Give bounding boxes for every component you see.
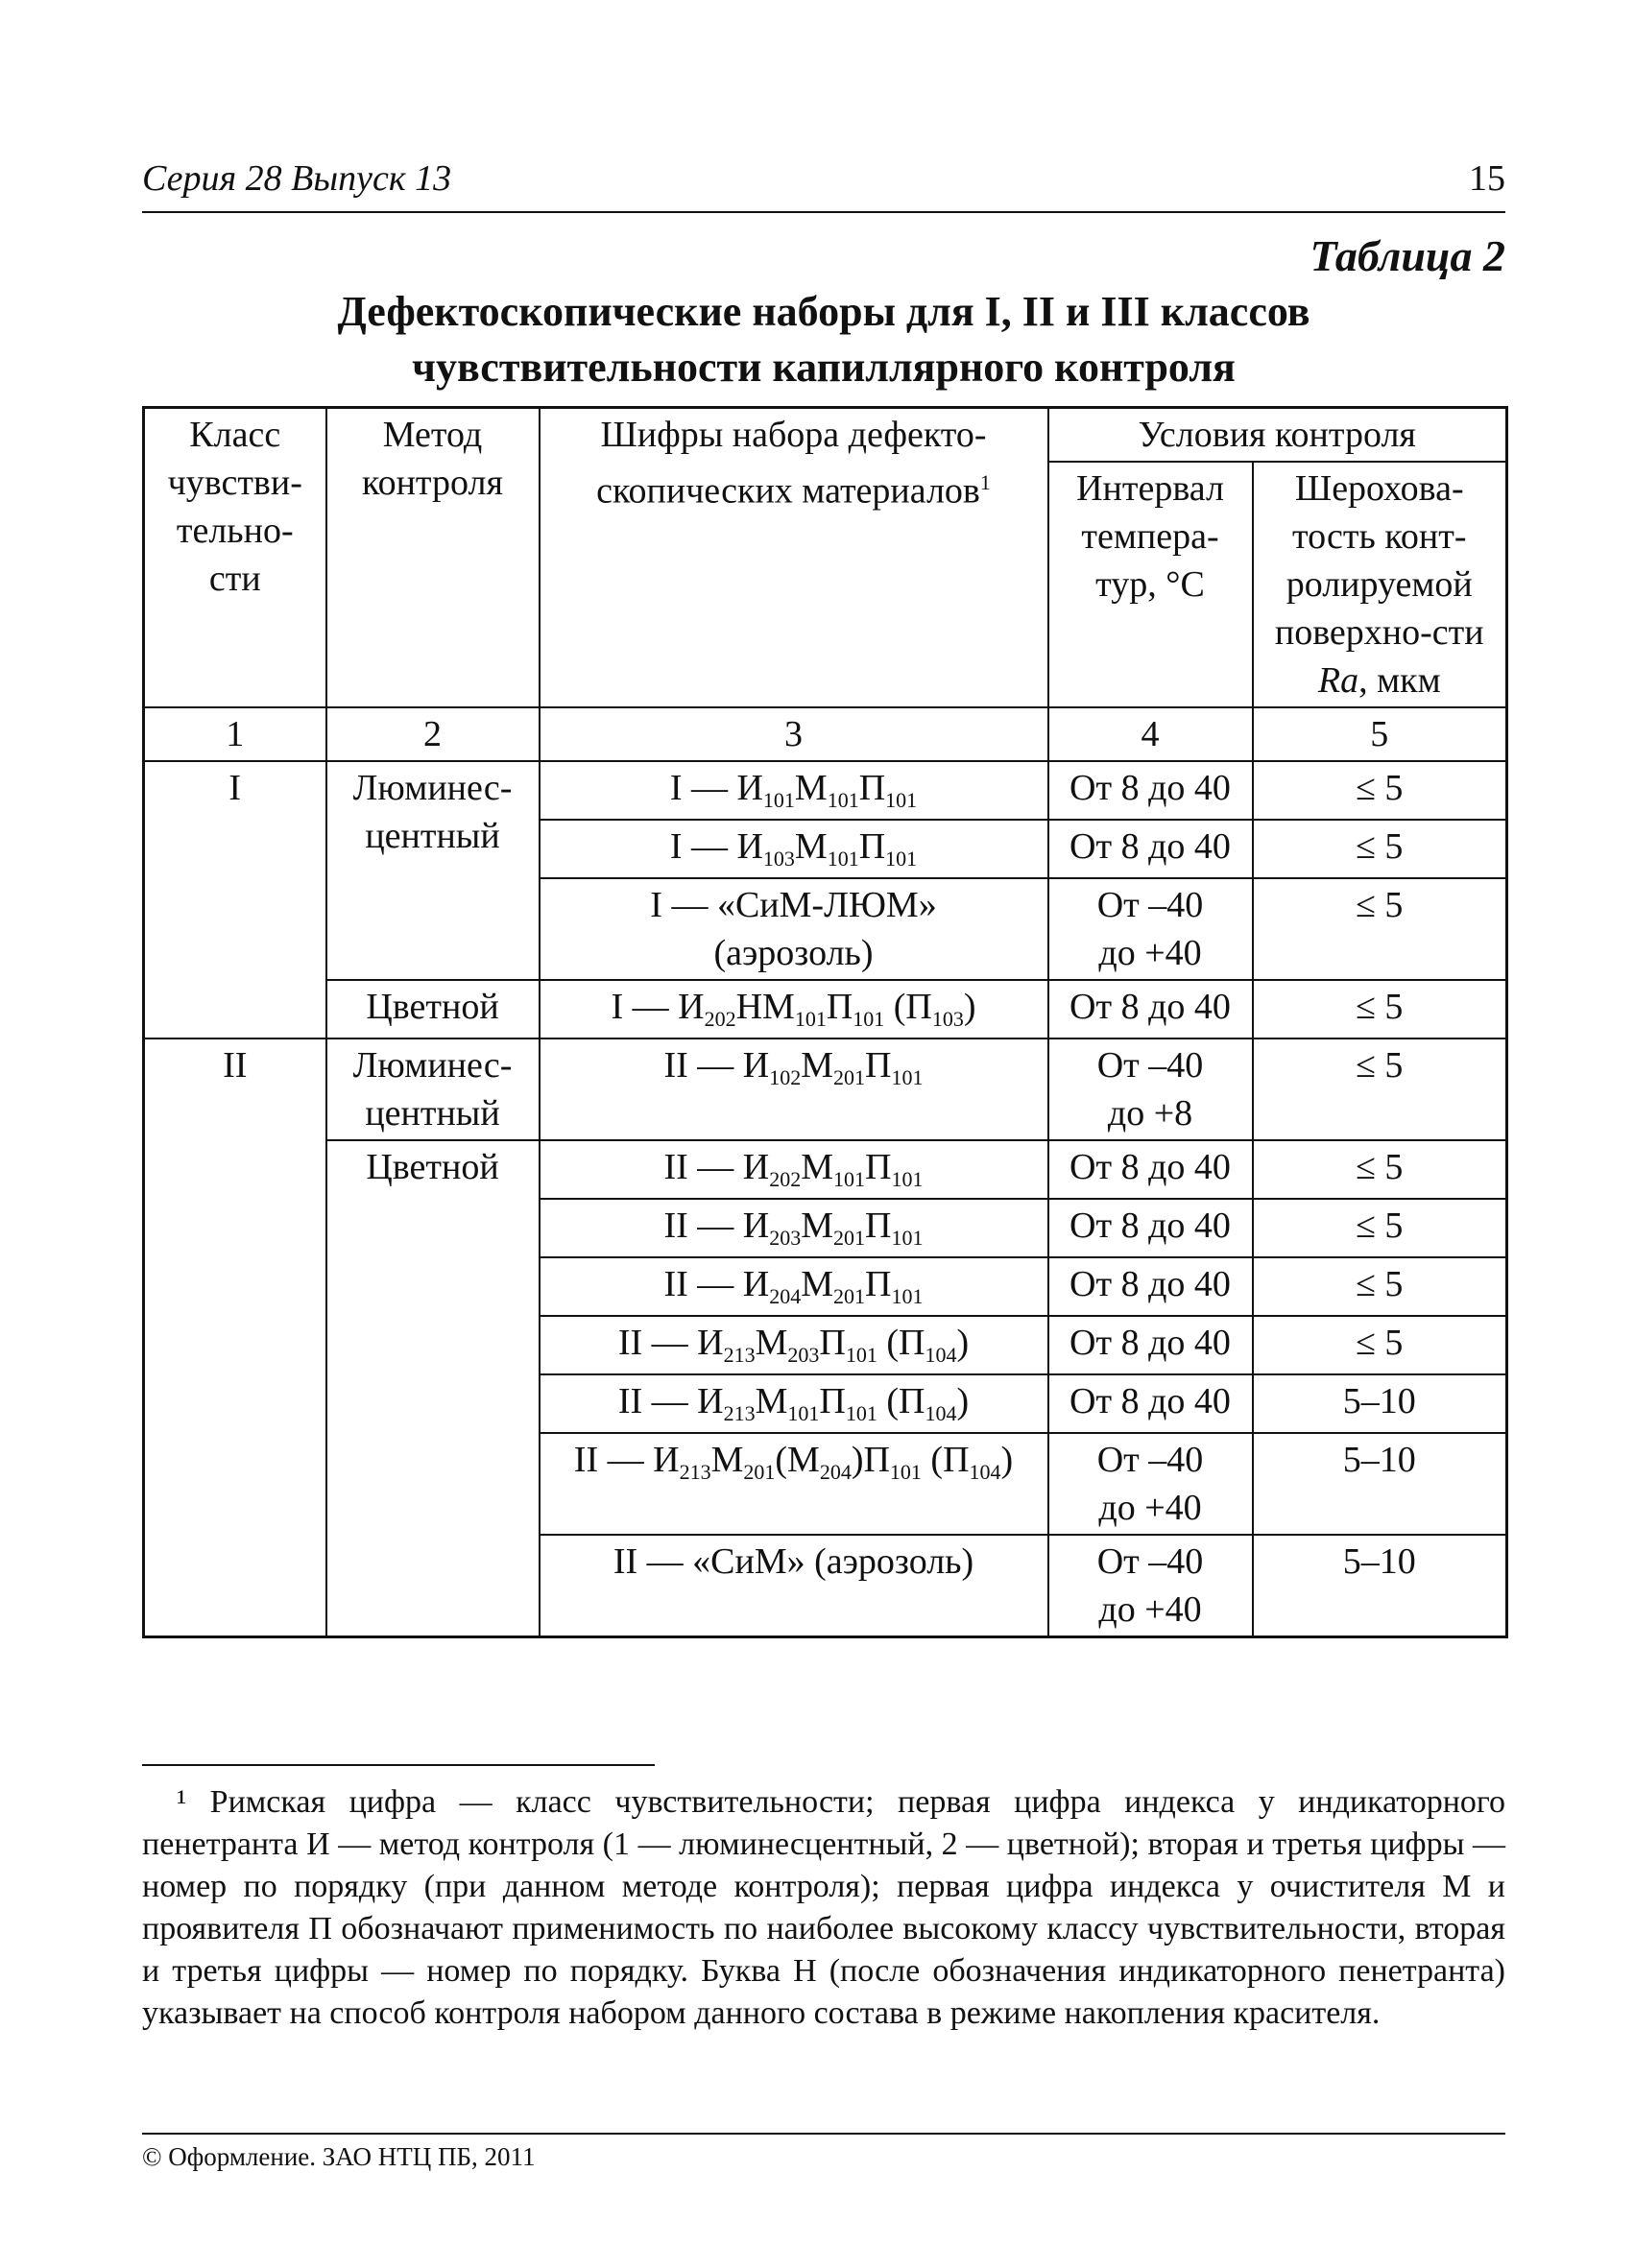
code-cell: II — $И_{203}М_{201}П_{101}$ [540, 1199, 1048, 1257]
table-row [144, 1140, 1507, 1199]
footer-divider [142, 2133, 1505, 2135]
defectoscopic-sets-table [142, 406, 1508, 1638]
temp-cell: От –40 до +40 [1048, 878, 1253, 980]
col-number: 5 [1253, 707, 1507, 761]
col-number: 1 [144, 707, 326, 761]
code-cell: II — $И_{213}М_{101}П_{101}$ $(П_{104})$ [540, 1374, 1048, 1433]
table-title-line-2: чувствительности капиллярного контроля [412, 344, 1236, 391]
temp-cell: От 8 до 40 [1048, 980, 1253, 1039]
roughness-cell: ≤ 5 [1253, 1039, 1507, 1140]
page-number: 15 [1469, 158, 1505, 199]
table-row [144, 761, 1507, 820]
header-row [144, 408, 1507, 463]
col-number: 2 [326, 707, 540, 761]
roughness-cell: ≤ 5 [1253, 1199, 1507, 1257]
code-cell: I — $И_{103}М_{101}П_{101}$ [540, 820, 1048, 878]
code-cell: I — «СиМ-ЛЮМ» (аэрозоль) [540, 878, 1048, 980]
code-cell: I — $И_{101}М_{101}П_{101}$ [540, 761, 1048, 820]
roughness-cell: ≤ 5 [1253, 820, 1507, 878]
method-cell: Цветной [326, 1140, 540, 1637]
temp-cell: От –40 до +8 [1048, 1039, 1253, 1140]
table-row [144, 1039, 1507, 1140]
series-label: Серия 28 Выпуск 13 [142, 158, 452, 199]
temp-cell: От 8 до 40 [1048, 1374, 1253, 1433]
code-cell: I — $И_{202}НМ_{101}П_{101}$ $(П_{103})$ [540, 980, 1048, 1039]
col-number: 3 [540, 707, 1048, 761]
code-cell: II — $И_{102}М_{201}П_{101}$ [540, 1039, 1048, 1140]
roughness-cell: ≤ 5 [1253, 1316, 1507, 1374]
code-cell: II — «СиМ» (аэрозоль) [540, 1535, 1048, 1637]
roughness-cell: 5–10 [1253, 1374, 1507, 1433]
roughness-cell: ≤ 5 [1253, 878, 1507, 980]
col-header-method: Метод контроля [326, 408, 540, 708]
method-cell: Люминес-центный [326, 761, 540, 980]
table-title [142, 284, 1505, 395]
code-cell: II — $И_{213}М_{203}П_{101}$ $(П_{104})$ [540, 1316, 1048, 1374]
temp-cell: От 8 до 40 [1048, 761, 1253, 820]
code-cell: II — $И_{204}М_{201}П_{101}$ [540, 1257, 1048, 1316]
roughness-cell: 5–10 [1253, 1535, 1507, 1637]
col-header-codes: Шифры набора дефекто-скопических материалов$^1$ [540, 408, 1048, 708]
table-title-line-1: Дефектоскопические наборы для I, II и III классов [337, 288, 1310, 335]
copyright: © Оформление. ЗАО НТЦ ПБ, 2011 [142, 2142, 536, 2171]
table-label: Таблица 2 [1310, 231, 1505, 280]
temp-cell: От 8 до 40 [1048, 1140, 1253, 1199]
roughness-cell: 5–10 [1253, 1433, 1507, 1535]
code-cell: II — $И_{202}М_{101}П_{101}$ [540, 1140, 1048, 1199]
class-cell: II [144, 1039, 326, 1637]
temp-cell: От –40 до +40 [1048, 1433, 1253, 1535]
col-header-conditions: Условия контроля [1048, 408, 1507, 463]
col-number: 4 [1048, 707, 1253, 761]
temp-cell: От 8 до 40 [1048, 820, 1253, 878]
column-number-row [144, 707, 1507, 761]
footnote: ¹ Римская цифра — класс чувствительности; первая цифра индекса у индикаторного пенетранта И — метод контроля (1 — люминесцентный, 2 — цветной); вторая и третья цифры — номер по порядку (при данном методе контроля); первая цифра индекса у очистителя М и проявителя П обозначают применимость по наиболее высокому классу чувствительности, вторая и третья цифры — номер по порядку. Буква Н (после обозначения индикаторного пенетранта) указывает на способ контроля набором данного состава в режиме накопления красителя. [142, 1784, 1505, 2031]
col-header-class: Класс чувстви-тельно-сти [144, 408, 326, 708]
code-cell: II — $И_{213}М_{201}(М_{204})П_{101}$ $(П_{104})$ [540, 1433, 1048, 1535]
temp-cell: От 8 до 40 [1048, 1199, 1253, 1257]
method-cell: Люминес-центный [326, 1039, 540, 1140]
footnote-divider [142, 1764, 655, 1766]
col-header-roughness: Шерохова-тость конт-ролируемой поверхно-сти Ra, мкм [1253, 462, 1507, 707]
temp-cell: От 8 до 40 [1048, 1257, 1253, 1316]
temp-cell: От –40 до +40 [1048, 1535, 1253, 1637]
roughness-cell: ≤ 5 [1253, 1257, 1507, 1316]
roughness-cell: ≤ 5 [1253, 1140, 1507, 1199]
running-header [142, 157, 1505, 213]
temp-cell: От 8 до 40 [1048, 1316, 1253, 1374]
roughness-cell: ≤ 5 [1253, 980, 1507, 1039]
table-row [144, 980, 1507, 1039]
method-cell: Цветной [326, 980, 540, 1039]
class-cell: I [144, 761, 326, 1039]
col-header-temperature: Интервал темпера-тур, °C [1048, 462, 1253, 707]
roughness-cell: ≤ 5 [1253, 761, 1507, 820]
